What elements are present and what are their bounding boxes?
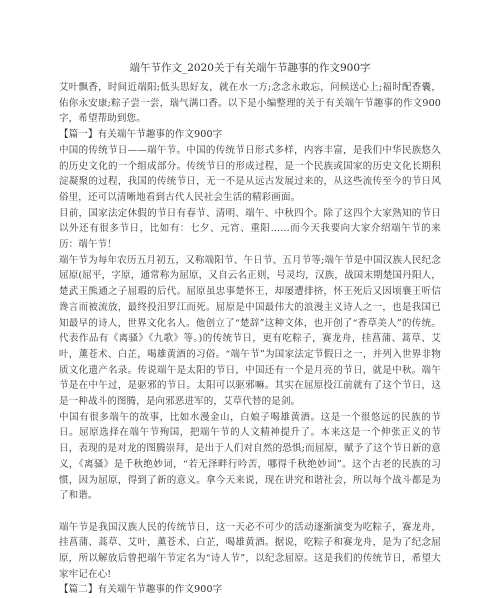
- section-heading-1: 【篇一】有关端午节趣事的作文900字: [59, 129, 223, 141]
- body-paragraph: 中国有很多端午的故事，比如水漫金山，白娘子喝雄黄酒。这是一个很悠远的民族的节日。屈原选择在端午节殉国，把端午节的人文精神提升了。本来这是一个伸张正义的节日，表现的是对龙的图腾崇拜，是出于人们对自然的恐惧;而屈原，赋予了这个节日新的意义，《离骚》是千秋绝妙词，“若无泽畔行吟苦，哪得千秋绝妙词”。这个古老的民族的习惯，因为屈原，得到了新的意义。拿今天来说，现在讲究和谐社会，所以每个战斗都是为了和谐。: [59, 411, 441, 502]
- body-paragraph: 中国的传统节日——端午节。中国的传统节日形式多样，内容丰富，是我们中华民族悠久的历史文化的一个组成部分。传统节日的形成过程，是一个民族或国家的历史文化长期积淀凝聚的过程，我国的传统节日，无一不是从远古发展过来的，从这些流传至今的节日风俗里，还可以清晰地看到古代人民社会生活的精彩画面。: [59, 144, 441, 203]
- body-paragraph: 端午节为每年农历五月初五，又称端阳节、午日节、五月节等;端午节是中国汉族人民纪念屈原(屈平，字原，通常称为屈原，又自云名正则，号灵均，汉族，战国末期楚国丹阳人，楚武王熊通之子屈瑕的后代。屈原虽忠事楚怀王，却屡遭排挤，怀王死后又因顷襄王听信谗言而被流放，最终投汨罗江而死。屈原是中国最伟大的浪漫主义诗人之一，也是我国已知最早的诗人，世界文化名人。他创立了“楚辞”这种文体，也开创了“香草美人”的传统。代表作品有《离骚》《九歌》等。)的传统节日，更有吃粽子，赛龙舟，挂菖蒲、蒿草、艾叶，薰苍术、白芷，喝雄黄酒的习俗。“端午节”为国家法定节假日之一，并列入世界非物质文化遗产名录。传说端午是太阳的节日，中国还有一个是月亮的节日，就是中秋。端午节是在中午过，是驱邪的节日。太阳可以驱邪嘛。其实在屈原投江前就有了这个节日，这是一种战斗的图腾，是向邪恶进军的，艾草代替的是剑。: [59, 254, 441, 408]
- document-title: 端午节作文_2020关于有关端午节趣事的作文900字: [129, 62, 371, 74]
- body-paragraph: 端午节是我国汉族人民的传统节日，这一天必不可少的活动逐渐演变为吃粽子，赛龙舟，挂菖蒲、蒿草、艾叶，薰苍术、白芷，喝雄黄酒。据说，吃粽子和赛龙舟，是为了纪念屈原，所以解放后曾把端午节定名为“诗人节”，以纪念屈原。这是我们的传统节日，希望大家牢记在心!: [59, 521, 441, 580]
- document-body: [59, 80, 441, 598]
- section-heading-2: 【篇二】有关端午节趣事的作文900字: [59, 584, 223, 596]
- intro-paragraph: 艾叶飘香，时间近端阳;低头思好友，就在水一方;念念永敢忘，问候送心上;福时配香囊，佑你永安康;粽子尝一尝，瑞气满口香。以下是小编整理的关于有关端午节趣事的作文900字，希望帮助到您。: [59, 82, 441, 125]
- body-paragraph: 目前，国家法定休假的节日有春节、清明、端午、中秋四个。除了这四个大家熟知的节日以外还有很多节日，比如有：七夕、元宵、重阳……而今天我要向大家介绍端午节的来历：端午节！: [59, 207, 441, 251]
- paragraph-spacer: [59, 504, 441, 520]
